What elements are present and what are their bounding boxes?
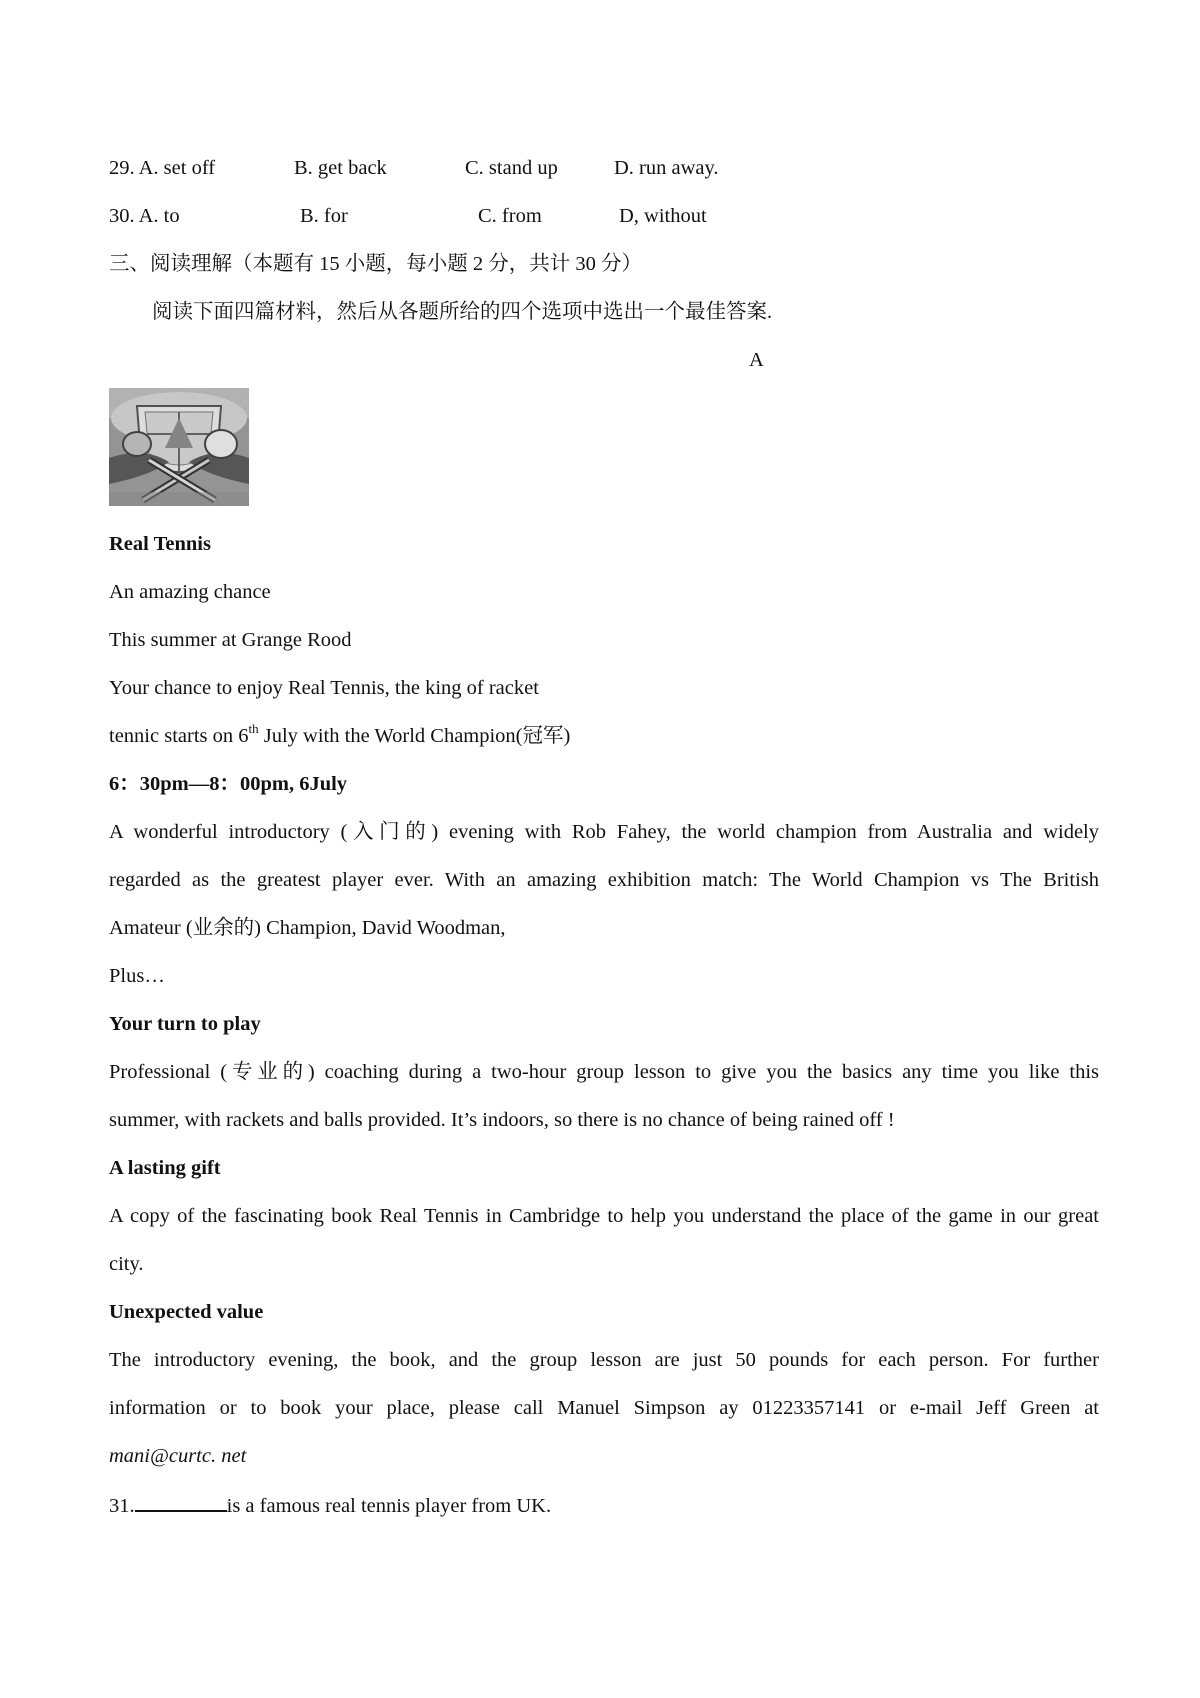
passage-label: A bbox=[749, 349, 764, 371]
value-paragraph-line-1: The introductory evening, the book, and the group lesson are just 50 pounds for each person. For further bbox=[109, 1349, 1099, 1371]
q31 bbox=[109, 1490, 551, 1520]
q29-option-b: B. get back bbox=[294, 157, 387, 179]
q30-option-d: D, without bbox=[619, 205, 707, 227]
value-heading: Unexpected value bbox=[109, 1301, 264, 1323]
intro-paragraph-line-1: A wonderful introductory (入门的) evening with Rob Fahey, the world champion from Australia and widely bbox=[109, 821, 1099, 843]
q31-text: is a famous real tennis player from UK. bbox=[226, 1495, 552, 1517]
intro-paragraph-line-2: regarded as the greatest player ever. With an amazing exhibition match: The World Champion vs The British bbox=[109, 869, 1099, 891]
ad-tagline: An amazing chance bbox=[109, 581, 271, 603]
section-heading: 三、阅读理解（本题有 15 小题，每小题 2 分，共计 30 分） bbox=[109, 253, 642, 275]
q30-option-c: C. from bbox=[478, 205, 542, 227]
q30-option-a: 30. A. to bbox=[109, 205, 180, 227]
q31-number: 31. bbox=[109, 1495, 135, 1517]
plus-text: Plus… bbox=[109, 965, 165, 987]
gift-paragraph-line-2: city. bbox=[109, 1253, 144, 1275]
intro-paragraph-line-3: Amateur (业余的) Champion, David Woodman, bbox=[109, 917, 506, 939]
turn-heading: Your turn to play bbox=[109, 1013, 261, 1035]
ad-start-date-post: July with the World Champion(冠军) bbox=[258, 725, 571, 747]
turn-paragraph-line-1: Professional (专业的) coaching during a two-hour group lesson to give you the basics any time you like this bbox=[109, 1061, 1099, 1083]
ad-location: This summer at Grange Rood bbox=[109, 629, 352, 651]
ad-intro-line: Your chance to enjoy Real Tennis, the king of racket bbox=[109, 677, 539, 699]
time-heading: 6：30pm—8：00pm, 6July bbox=[109, 773, 348, 795]
value-paragraph-line-2: information or to book your place, please call Manuel Simpson ay 01223357141 or e-mail Jeff Green at bbox=[109, 1397, 1099, 1419]
ad-start-date-pre: tennic starts on 6 bbox=[109, 725, 249, 747]
contact-email: mani@curtc. net bbox=[109, 1445, 247, 1467]
turn-paragraph-line-2: summer, with rackets and balls provided. It’s indoors, so there is no chance of being rained off ! bbox=[109, 1109, 895, 1131]
ad-start-date-sup: th bbox=[248, 721, 259, 736]
q29-option-a: 29. A. set off bbox=[109, 157, 216, 179]
gift-heading: A lasting gift bbox=[109, 1157, 221, 1179]
real-tennis-crest-image bbox=[109, 388, 249, 506]
q31-answer-blank bbox=[135, 1490, 227, 1512]
q30-option-b: B. for bbox=[300, 205, 348, 227]
gift-paragraph-line-1: A copy of the fascinating book Real Tennis in Cambridge to help you understand the place of the game in our great bbox=[109, 1205, 1099, 1227]
q29-option-d: D. run away. bbox=[614, 157, 719, 179]
q29-option-c: C. stand up bbox=[465, 157, 558, 179]
section-instruction: 阅读下面四篇材料，然后从各题所给的四个选项中选出一个最佳答案. bbox=[152, 301, 773, 323]
ad-start-date bbox=[109, 722, 570, 750]
ad-title: Real Tennis bbox=[109, 533, 211, 555]
